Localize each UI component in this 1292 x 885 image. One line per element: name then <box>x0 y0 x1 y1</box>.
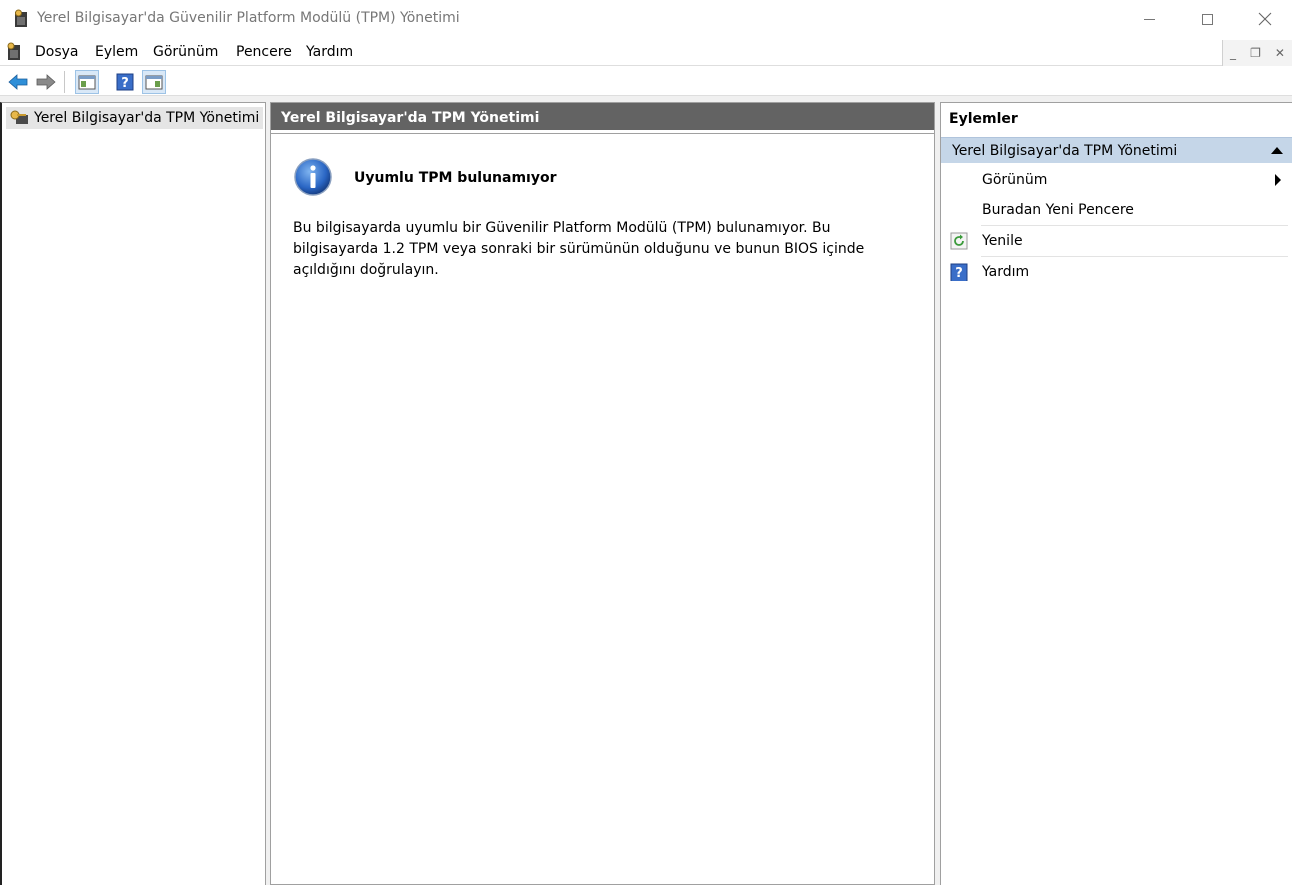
action-gorunum[interactable] <box>941 165 1289 195</box>
help-icon <box>116 73 134 91</box>
help-icon <box>950 263 968 281</box>
minimize-button[interactable] <box>1120 0 1178 38</box>
document-icon <box>5 42 23 61</box>
menu-bar <box>0 38 1292 66</box>
collapse-arrow-icon[interactable] <box>1271 147 1283 154</box>
show-hide-action-pane-button[interactable] <box>142 70 166 94</box>
toolbar-separator <box>64 71 65 93</box>
info-icon <box>293 157 333 197</box>
back-button[interactable] <box>6 70 30 94</box>
mdi-window-controls <box>1222 40 1292 66</box>
tpm-chip-icon <box>12 9 30 29</box>
close-button[interactable] <box>1236 0 1292 38</box>
key-icon <box>10 109 30 127</box>
action-refresh[interactable] <box>941 226 1289 256</box>
forward-arrow-icon <box>36 74 56 90</box>
action-help[interactable] <box>941 257 1289 287</box>
show-hide-console-tree-button[interactable] <box>75 70 99 94</box>
mdi-minimize-button[interactable]: _ <box>1230 46 1237 60</box>
menu-gorunum[interactable]: Görünüm <box>153 44 219 60</box>
back-arrow-icon <box>8 74 28 90</box>
forward-button[interactable] <box>34 70 58 94</box>
action-label: Yardım <box>982 264 1030 280</box>
action-new-window[interactable] <box>941 195 1289 225</box>
svg-text:?: ? <box>121 76 129 91</box>
mdi-close-button[interactable]: ✕ <box>1274 46 1285 60</box>
toolbar <box>0 67 1292 96</box>
menu-pencere[interactable]: Pencere <box>236 44 292 60</box>
tree-item-label: Yerel Bilgisayar'da TPM Yönetimi <box>34 110 260 126</box>
action-pane-icon <box>145 74 163 90</box>
minimize-icon <box>1144 19 1155 20</box>
window-title: Yerel Bilgisayar'da Güvenilir Platform Modülü (TPM) Yönetimi <box>37 10 460 26</box>
menu-yardim[interactable]: Yardım <box>306 44 354 60</box>
action-label: Yenile <box>982 233 1023 249</box>
refresh-icon <box>950 232 968 250</box>
actions-title: Eylemler <box>949 111 1018 127</box>
action-label: Görünüm <box>982 172 1048 188</box>
console-tree-pane <box>0 102 266 885</box>
result-pane-header: Yerel Bilgisayar'da TPM Yönetimi <box>271 103 934 133</box>
close-icon <box>1258 12 1272 26</box>
menu-dosya[interactable]: Dosya <box>35 44 79 60</box>
console-tree-icon <box>78 74 96 90</box>
message-title: Uyumlu TPM bulunamıyor <box>354 170 557 186</box>
tree-item-tpm-management[interactable] <box>6 107 263 129</box>
mdi-restore-button[interactable]: ❐ <box>1250 46 1261 60</box>
help-toolbar-button[interactable] <box>113 70 137 94</box>
action-label: Buradan Yeni Pencere <box>982 202 1134 218</box>
maximize-icon <box>1202 14 1213 25</box>
message-body: Bu bilgisayarda uyumlu bir Güvenilir Platform Modülü (TPM) bulunamıyor. Bu bilgisayarda 1.2 TPM veya sonraki bir sürümünün olduğunu ve bunun BIOS içinde açıldığını doğrulayın. <box>293 220 865 278</box>
maximize-button[interactable] <box>1178 0 1236 38</box>
title-bar <box>0 0 1292 38</box>
svg-text:?: ? <box>955 266 963 281</box>
submenu-arrow-icon <box>1275 174 1281 186</box>
actions-group-header[interactable] <box>941 137 1292 163</box>
actions-pane <box>940 102 1292 885</box>
result-pane <box>270 102 935 885</box>
menu-eylem[interactable]: Eylem <box>95 44 139 60</box>
actions-group-label: Yerel Bilgisayar'da TPM Yönetimi <box>952 142 1178 159</box>
